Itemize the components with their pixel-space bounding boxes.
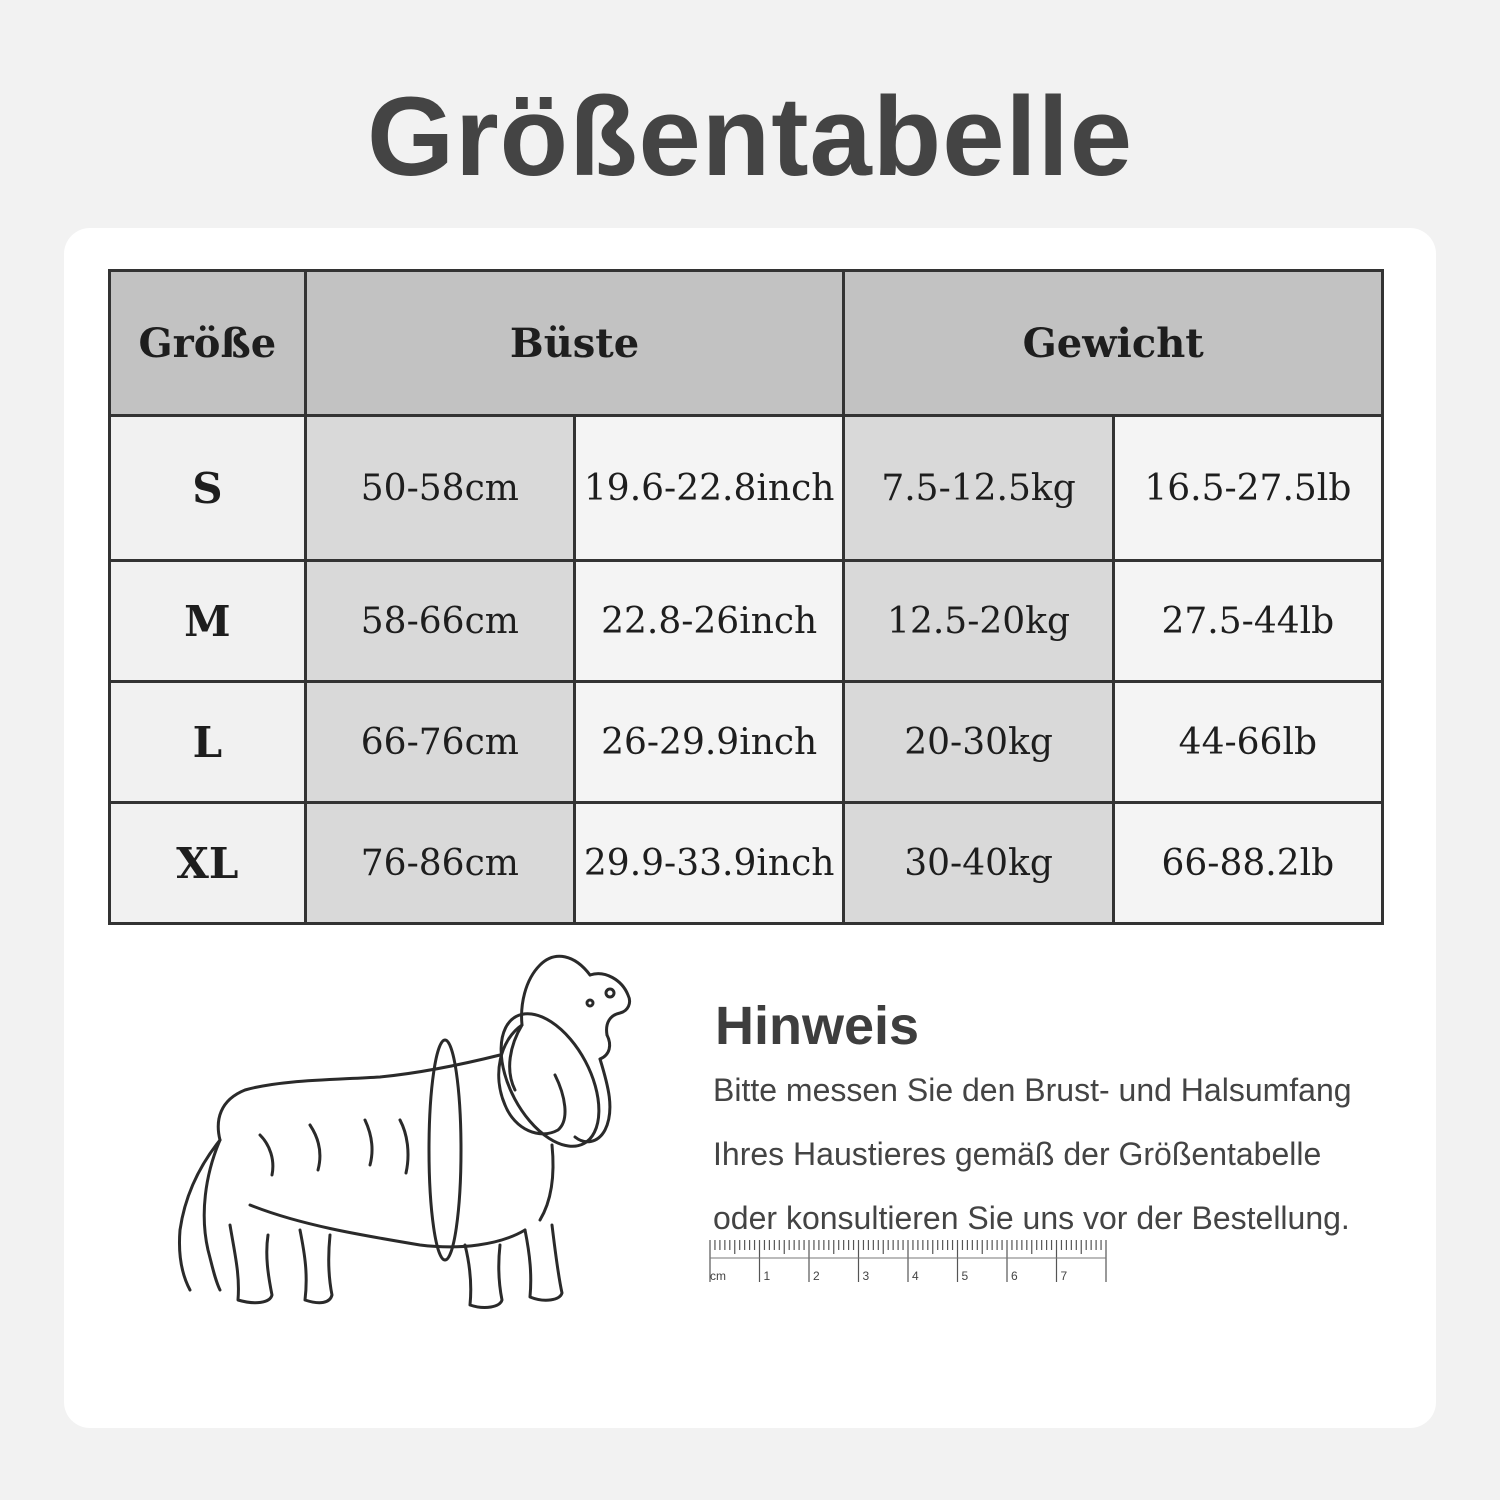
bust-cm: 66-76cm	[305, 682, 574, 803]
weight-kg: 7.5-12.5kg	[844, 416, 1113, 561]
size-label: M	[110, 561, 306, 682]
size-label: XL	[110, 803, 306, 924]
note-line: Ihres Haustieres gemäß der Größentabelle	[713, 1136, 1322, 1172]
bust-inch: 29.9-33.9inch	[574, 803, 843, 924]
ruler-number: 2	[813, 1269, 820, 1283]
note-line: Bitte messen Sie den Brust- und Halsumfang	[713, 1072, 1352, 1108]
bust-cm: 50-58cm	[305, 416, 574, 561]
bust-inch: 22.8-26inch	[574, 561, 843, 682]
ruler-icon	[706, 1236, 1110, 1286]
bust-cm: 58-66cm	[305, 561, 574, 682]
table-header-row	[110, 271, 1383, 416]
note-line: oder konsultieren Sie uns vor der Bestellung.	[713, 1200, 1350, 1236]
ruler-number: 6	[1011, 1269, 1018, 1283]
ruler-number: 4	[912, 1269, 919, 1283]
table-row	[110, 561, 1383, 682]
header-bust: Büste	[305, 271, 844, 416]
ruler-number: 1	[763, 1269, 771, 1283]
table-row	[110, 803, 1383, 924]
ruler-number: 7	[1060, 1269, 1068, 1283]
weight-lb: 66-88.2lb	[1113, 803, 1382, 924]
weight-kg: 12.5-20kg	[844, 561, 1113, 682]
size-label: L	[110, 682, 306, 803]
table-row	[110, 416, 1383, 561]
weight-kg: 20-30kg	[844, 682, 1113, 803]
weight-lb: 27.5-44lb	[1113, 561, 1382, 682]
size-table	[108, 269, 1384, 925]
ruler-number: 3	[862, 1269, 870, 1283]
bust-inch: 26-29.9inch	[574, 682, 843, 803]
page-title: Größentabelle	[366, 74, 1134, 199]
bust-cm: 76-86cm	[305, 803, 574, 924]
header-size: Größe	[110, 271, 306, 416]
table-row	[110, 682, 1383, 803]
note-title: Hinweis	[715, 996, 920, 1056]
weight-kg: 30-40kg	[844, 803, 1113, 924]
ruler-unit: cm	[710, 1269, 726, 1283]
weight-lb: 44-66lb	[1113, 682, 1382, 803]
dog-outline-icon	[160, 945, 650, 1320]
ruler-number: 5	[961, 1269, 969, 1283]
bust-inch: 19.6-22.8inch	[574, 416, 843, 561]
header-weight: Gewicht	[844, 271, 1383, 416]
weight-lb: 16.5-27.5lb	[1113, 416, 1382, 561]
size-label: S	[110, 416, 306, 561]
